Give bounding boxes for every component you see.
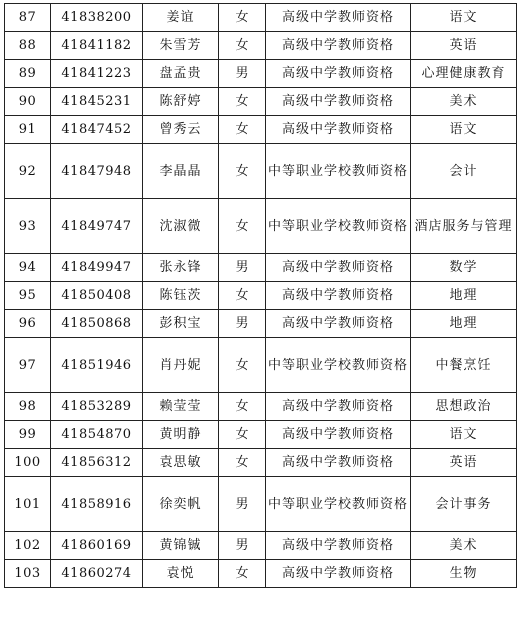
- cell-name: 曾秀云: [143, 116, 219, 144]
- cell-qualification: 中等职业学校教师资格: [266, 144, 411, 199]
- cell-qualification: 高级中学教师资格: [266, 393, 411, 421]
- cell-gender: 女: [219, 421, 266, 449]
- table-row: [5, 116, 517, 144]
- cell-seq: 98: [5, 393, 51, 421]
- cell-seq: 100: [5, 449, 51, 477]
- cell-candidate-id: 41838200: [51, 4, 143, 32]
- cell-subject: 英语: [411, 32, 517, 60]
- cell-gender: 女: [219, 199, 266, 254]
- cell-name: 张永锋: [143, 254, 219, 282]
- cell-candidate-id: 41849947: [51, 254, 143, 282]
- table-row: [5, 254, 517, 282]
- cell-seq: 95: [5, 282, 51, 310]
- cell-name: 陈钰茨: [143, 282, 219, 310]
- cell-seq: 101: [5, 477, 51, 532]
- cell-gender: 女: [219, 282, 266, 310]
- cell-seq: 93: [5, 199, 51, 254]
- cell-subject: 美术: [411, 88, 517, 116]
- cell-candidate-id: 41860169: [51, 532, 143, 560]
- cell-subject: 地理: [411, 282, 517, 310]
- table-row: [5, 477, 517, 532]
- table-row: [5, 88, 517, 116]
- table-row: [5, 421, 517, 449]
- cell-qualification: 高级中学教师资格: [266, 310, 411, 338]
- table-row: [5, 144, 517, 199]
- cell-qualification: 高级中学教师资格: [266, 421, 411, 449]
- cell-seq: 97: [5, 338, 51, 393]
- cell-candidate-id: 41858916: [51, 477, 143, 532]
- table-row: [5, 532, 517, 560]
- cell-candidate-id: 41860274: [51, 560, 143, 588]
- cell-qualification: 中等职业学校教师资格: [266, 338, 411, 393]
- cell-subject: 美术: [411, 532, 517, 560]
- cell-gender: 女: [219, 449, 266, 477]
- cell-gender: 女: [219, 4, 266, 32]
- cell-seq: 96: [5, 310, 51, 338]
- cell-subject: 中餐烹饪: [411, 338, 517, 393]
- cell-seq: 99: [5, 421, 51, 449]
- cell-name: 盘孟贵: [143, 60, 219, 88]
- cell-seq: 102: [5, 532, 51, 560]
- cell-subject: 心理健康教育: [411, 60, 517, 88]
- cell-subject: 语文: [411, 116, 517, 144]
- cell-qualification: 高级中学教师资格: [266, 116, 411, 144]
- cell-name: 黄明静: [143, 421, 219, 449]
- cell-qualification: 高级中学教师资格: [266, 32, 411, 60]
- cell-name: 袁思敏: [143, 449, 219, 477]
- qualification-roster-table: [4, 3, 517, 588]
- cell-candidate-id: 41849747: [51, 199, 143, 254]
- cell-qualification: 高级中学教师资格: [266, 449, 411, 477]
- cell-seq: 88: [5, 32, 51, 60]
- cell-seq: 103: [5, 560, 51, 588]
- table-row: [5, 338, 517, 393]
- cell-name: 陈舒婷: [143, 88, 219, 116]
- cell-name: 徐奕帆: [143, 477, 219, 532]
- cell-qualification: 中等职业学校教师资格: [266, 199, 411, 254]
- cell-seq: 87: [5, 4, 51, 32]
- table-row: [5, 560, 517, 588]
- cell-subject: 语文: [411, 4, 517, 32]
- cell-gender: 男: [219, 254, 266, 282]
- cell-qualification: 高级中学教师资格: [266, 60, 411, 88]
- cell-gender: 女: [219, 144, 266, 199]
- cell-candidate-id: 41845231: [51, 88, 143, 116]
- cell-candidate-id: 41841182: [51, 32, 143, 60]
- cell-subject: 语文: [411, 421, 517, 449]
- cell-qualification: 高级中学教师资格: [266, 88, 411, 116]
- cell-candidate-id: 41854870: [51, 421, 143, 449]
- table-row: [5, 4, 517, 32]
- cell-name: 姜谊: [143, 4, 219, 32]
- cell-candidate-id: 41850868: [51, 310, 143, 338]
- roster-body: [5, 4, 517, 588]
- cell-gender: 女: [219, 338, 266, 393]
- cell-candidate-id: 41841223: [51, 60, 143, 88]
- table-row: [5, 393, 517, 421]
- cell-subject: 英语: [411, 449, 517, 477]
- cell-gender: 女: [219, 560, 266, 588]
- cell-name: 袁悦: [143, 560, 219, 588]
- cell-name: 朱雪芳: [143, 32, 219, 60]
- cell-gender: 女: [219, 393, 266, 421]
- cell-gender: 女: [219, 116, 266, 144]
- cell-subject: 酒店服务与管理: [411, 199, 517, 254]
- cell-gender: 女: [219, 88, 266, 116]
- cell-seq: 91: [5, 116, 51, 144]
- cell-subject: 会计事务: [411, 477, 517, 532]
- cell-seq: 92: [5, 144, 51, 199]
- cell-name: 赖莹莹: [143, 393, 219, 421]
- cell-name: 李晶晶: [143, 144, 219, 199]
- cell-gender: 男: [219, 60, 266, 88]
- cell-candidate-id: 41850408: [51, 282, 143, 310]
- cell-candidate-id: 41851946: [51, 338, 143, 393]
- cell-subject: 会计: [411, 144, 517, 199]
- cell-gender: 女: [219, 32, 266, 60]
- cell-qualification: 高级中学教师资格: [266, 532, 411, 560]
- cell-gender: 男: [219, 477, 266, 532]
- cell-qualification: 高级中学教师资格: [266, 282, 411, 310]
- cell-gender: 男: [219, 532, 266, 560]
- table-row: [5, 199, 517, 254]
- table-row: [5, 310, 517, 338]
- cell-qualification: 高级中学教师资格: [266, 4, 411, 32]
- table-row: [5, 60, 517, 88]
- cell-candidate-id: 41847452: [51, 116, 143, 144]
- cell-gender: 男: [219, 310, 266, 338]
- table-row: [5, 32, 517, 60]
- cell-name: 彭积宝: [143, 310, 219, 338]
- cell-candidate-id: 41856312: [51, 449, 143, 477]
- cell-name: 肖丹妮: [143, 338, 219, 393]
- cell-qualification: 高级中学教师资格: [266, 560, 411, 588]
- table-row: [5, 449, 517, 477]
- cell-qualification: 中等职业学校教师资格: [266, 477, 411, 532]
- cell-name: 黄锦铖: [143, 532, 219, 560]
- cell-name: 沈淑微: [143, 199, 219, 254]
- cell-qualification: 高级中学教师资格: [266, 254, 411, 282]
- cell-seq: 90: [5, 88, 51, 116]
- cell-candidate-id: 41847948: [51, 144, 143, 199]
- cell-seq: 89: [5, 60, 51, 88]
- cell-subject: 思想政治: [411, 393, 517, 421]
- cell-subject: 数学: [411, 254, 517, 282]
- cell-subject: 生物: [411, 560, 517, 588]
- table-row: [5, 282, 517, 310]
- cell-candidate-id: 41853289: [51, 393, 143, 421]
- cell-seq: 94: [5, 254, 51, 282]
- cell-subject: 地理: [411, 310, 517, 338]
